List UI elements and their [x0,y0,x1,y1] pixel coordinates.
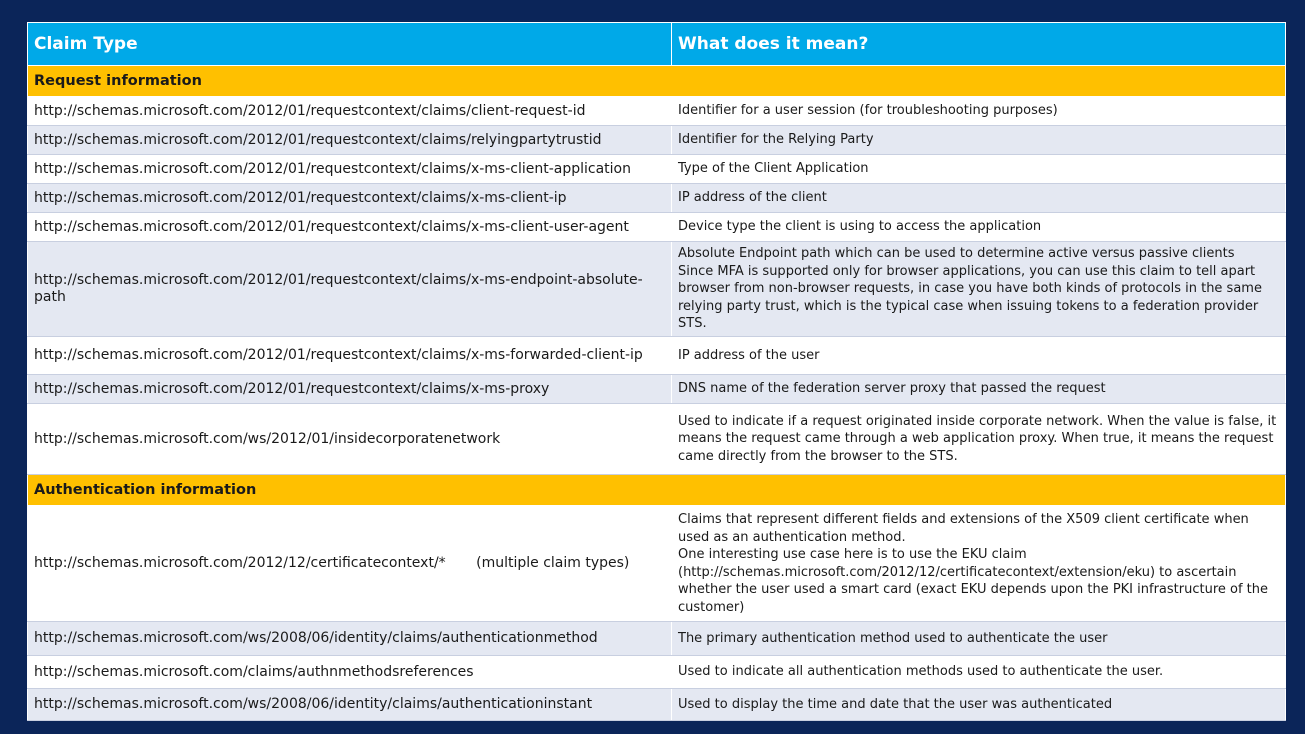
meaning-line: One interesting use case here is to use the EKU claim (http://schemas.microsoft.com/2012/12/certificatecontext/extension/eku) to ascertain whether the user used a smart card (exact EKU depends upon the PKI infrastructure of the customer) [678,547,1269,615]
claim-uri: http://schemas.microsoft.com/ws/2008/06/identity/claims/authenticationinstant [28,689,672,721]
table-row [28,213,1286,242]
claim-uri: http://schemas.microsoft.com/ws/2008/06/identity/claims/authenticationmethod [28,622,672,656]
table-row [28,506,1286,622]
claim-meaning: Identifier for the Relying Party [672,126,1286,155]
claim-meaning: Used to indicate all authentication methods used to authenticate the user. [672,656,1286,689]
claim-meaning: Used to display the time and date that the user was authenticated [672,689,1286,721]
claim-uri [28,506,672,622]
section-title: Authentication information [28,475,1286,506]
table-row [28,622,1286,656]
claim-meaning: IP address of the user [672,337,1286,375]
claim-note: (multiple claim types) [476,555,630,571]
claim-meaning: The primary authentication method used to authenticate the user [672,622,1286,656]
table-row [28,184,1286,213]
claim-meaning: Identifier for a user session (for troubleshooting purposes) [672,97,1286,126]
meaning-line: Since MFA is supported only for browser applications, you can use this claim to tell apart browser from non-browser requests, in case you have both kinds of protocols in the same relying party trust, which is the typical case when issuing tokens to a federation provider STS. [678,263,1262,332]
claim-uri: http://schemas.microsoft.com/2012/01/requestcontext/claims/x-ms-client-ip [28,184,672,213]
claim-uri: http://schemas.microsoft.com/2012/01/requestcontext/claims/x-ms-endpoint-absolute-path [28,242,672,337]
section-row-authentication [28,475,1286,506]
meaning-line: Claims that represent different fields and extensions of the X509 client certificate when used as an authentication method. [678,512,1249,545]
claim-uri: http://schemas.microsoft.com/2012/01/requestcontext/claims/x-ms-proxy [28,375,672,404]
table-row [28,656,1286,689]
claim-uri: http://schemas.microsoft.com/2012/01/requestcontext/claims/x-ms-client-application [28,155,672,184]
table-row [28,689,1286,721]
table-row [28,97,1286,126]
claim-meaning: DNS name of the federation server proxy that passed the request [672,375,1286,404]
section-row-request [28,66,1286,97]
claim-uri: http://schemas.microsoft.com/2012/01/requestcontext/claims/relyingpartytrustid [28,126,672,155]
meaning-line: Absolute Endpoint path which can be used to determine active versus passive clients [678,246,1235,262]
claim-uri: http://schemas.microsoft.com/2012/01/requestcontext/claims/x-ms-client-user-agent [28,213,672,242]
claim-uri: http://schemas.microsoft.com/2012/01/requestcontext/claims/x-ms-forwarded-client-ip [28,337,672,375]
claim-meaning: Type of the Client Application [672,155,1286,184]
claim-meaning [672,242,1286,337]
table-header-row [28,23,1286,66]
claim-meaning: Used to indicate if a request originated inside corporate network. When the value is false, it means the request came through a web application proxy. When true, it means the request came directly from the browser to the STS. [672,404,1286,475]
table-row [28,242,1286,337]
claim-meaning: Device type the client is using to access the application [672,213,1286,242]
section-title: Request information [28,66,1286,97]
table-row [28,337,1286,375]
claim-meaning [672,506,1286,622]
claim-uri: http://schemas.microsoft.com/ws/2012/01/insidecorporatenetwork [28,404,672,475]
table-row [28,155,1286,184]
table-row [28,375,1286,404]
claims-table [27,22,1286,721]
table-row [28,126,1286,155]
claim-uri-text: http://schemas.microsoft.com/2012/12/certificatecontext/* [34,555,446,571]
header-meaning: What does it mean? [672,23,1286,66]
header-claim-type: Claim Type [28,23,672,66]
table-row [28,404,1286,475]
claim-uri: http://schemas.microsoft.com/claims/authnmethodsreferences [28,656,672,689]
claim-uri: http://schemas.microsoft.com/2012/01/requestcontext/claims/client-request-id [28,97,672,126]
claims-table-frame [27,22,1285,721]
claim-meaning: IP address of the client [672,184,1286,213]
